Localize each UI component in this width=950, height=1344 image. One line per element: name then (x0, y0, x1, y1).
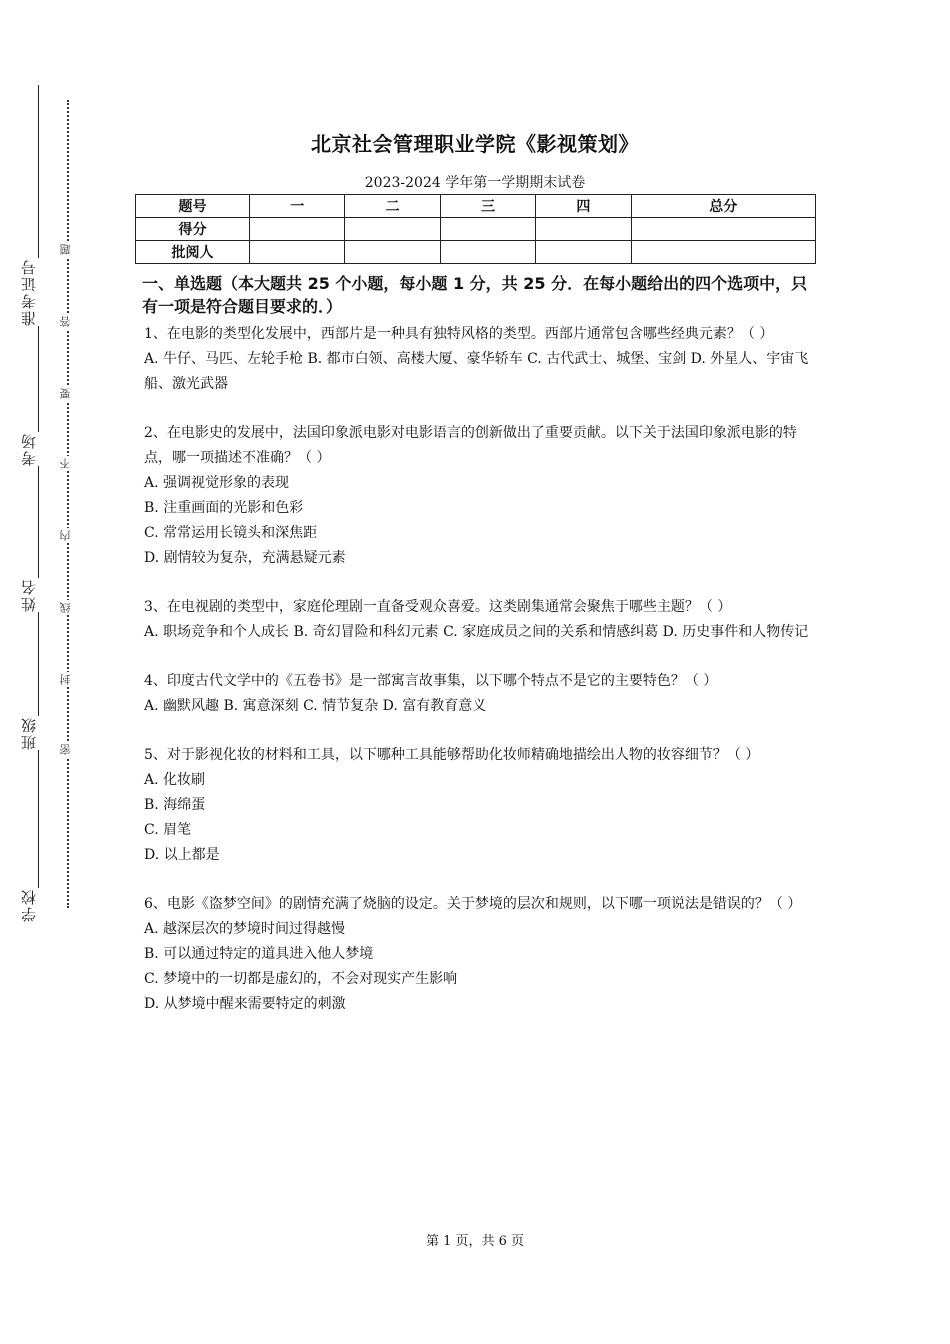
grader-row (136, 241, 816, 264)
score-col-header: 总分 (631, 195, 815, 218)
seal-char: 答 (58, 314, 76, 329)
exam-title: 北京社会管理职业学院《影视策划》 (311, 132, 639, 156)
question-6 (144, 892, 812, 1017)
question-text: 2、在电影史的发展中，法国印象派电影对电影语言的创新做出了重要贡献。以下关于法国印象派电影的特点，哪一项描述不准确？（ ） (144, 425, 797, 466)
question-text: 5、对于影视化妆的材料和工具，以下哪种工具能够帮助化妆师精确地描绘出人物的妆容细节？（ ） (144, 747, 760, 763)
binding-solid-line (38, 85, 39, 920)
option-b: B. 注重画面的光影和色彩 (144, 500, 304, 516)
grader-cell[interactable] (536, 241, 631, 264)
question-2 (144, 421, 812, 571)
score-col-header: 三 (440, 195, 535, 218)
option-c: C. 常常运用长镜头和深焦距 (144, 525, 318, 541)
option-a: A. 越深层次的梦境时间过得越慢 (144, 921, 346, 937)
option-d: D. 从梦境中醒来需要特定的刺激 (144, 996, 346, 1012)
option-b: B. 可以通过特定的道具进入他人梦境 (144, 946, 374, 962)
class-label: 班级 (18, 716, 52, 750)
question-text: 4、印度古代文学中的《五卷书》是一部寓言故事集，以下哪个特点不是它的主要特色？（ ） (144, 673, 718, 689)
seal-char: 不 (58, 456, 76, 471)
seal-char: 内 (58, 528, 76, 543)
question-options: A. 职场竞争和个人成长 B. 奇幻冒险和科幻元素 C. 家庭成员之间的关系和情感纠葛 D. 历史事件和人物传记 (144, 624, 809, 640)
option-d: D. 以上都是 (144, 847, 220, 863)
score-col-header: 题号 (136, 195, 250, 218)
seal-char: 线 (58, 600, 76, 615)
grader-cell[interactable] (250, 241, 345, 264)
score-cell[interactable] (250, 218, 345, 241)
binding-dotted-line (67, 100, 69, 908)
score-table-header-row (136, 195, 816, 218)
question-1 (144, 322, 812, 397)
question-options: A. 牛仔、马匹、左轮手枪 B. 都市白领、高楼大厦、豪华轿车 C. 古代武士、城堡、宝剑 D. 外星人、宇宙飞船、激光武器 (144, 351, 809, 392)
question-options: A. 幽默风趣 B. 寓意深刻 C. 情节复杂 D. 富有教育意义 (144, 698, 487, 714)
seal-char: 题 (58, 242, 76, 257)
score-cell[interactable] (345, 218, 440, 241)
option-d: D. 剧情较为复杂，充满悬疑元素 (144, 550, 346, 566)
question-3 (144, 595, 812, 645)
option-a: A. 化妆刷 (144, 772, 206, 788)
score-cell[interactable] (440, 218, 535, 241)
score-row-label: 得分 (136, 218, 250, 241)
seal-char: 密 (58, 742, 76, 757)
exam-subtitle: 2023-2024 学年第一学期期末试卷 (364, 175, 586, 191)
option-b: B. 海绵蛋 (144, 797, 206, 813)
grader-cell[interactable] (631, 241, 815, 264)
option-c: C. 梦境中的一切都是虚幻的，不会对现实产生影响 (144, 971, 458, 987)
exam-room-label: 考场 (18, 432, 52, 466)
exam-number-label: 准考证号 (18, 258, 52, 326)
option-a: A. 强调视觉形象的表现 (144, 475, 290, 491)
section-heading: 一、单选题（本大题共 25 个小题，每小题 1 分，共 25 分．在每小题给出的四个选项中，只有一项是符合题目要求的．） (142, 274, 808, 316)
score-col-header: 一 (250, 195, 345, 218)
exam-content (144, 272, 812, 1041)
question-text: 3、在电视剧的类型中，家庭伦理剧一直备受观众喜爱。这类剧集通常会聚焦于哪些主题？（ ） (144, 599, 732, 615)
page-footer: 第 1 页，共 6 页 (425, 1234, 525, 1249)
grader-row-label: 批阅人 (136, 241, 250, 264)
seal-char: 要 (58, 386, 76, 401)
score-col-header: 四 (536, 195, 631, 218)
grader-cell[interactable] (345, 241, 440, 264)
score-col-header: 二 (345, 195, 440, 218)
option-c: C. 眉笔 (144, 822, 192, 838)
score-table (135, 194, 816, 264)
name-label: 姓名 (18, 578, 52, 612)
grader-cell[interactable] (440, 241, 535, 264)
school-label: 学校 (18, 888, 52, 922)
score-cell[interactable] (536, 218, 631, 241)
question-text: 1、在电影的类型化发展中，西部片是一种具有独特风格的类型。西部片通常包含哪些经典元素？（ ） (144, 326, 774, 342)
score-row (136, 218, 816, 241)
question-4 (144, 669, 812, 719)
seal-char: 封 (58, 672, 76, 687)
question-5 (144, 743, 812, 868)
question-text: 6、电影《盗梦空间》的剧情充满了烧脑的设定。关于梦境的层次和规则，以下哪一项说法是错误的？（ ） (144, 896, 802, 912)
score-cell[interactable] (631, 218, 815, 241)
